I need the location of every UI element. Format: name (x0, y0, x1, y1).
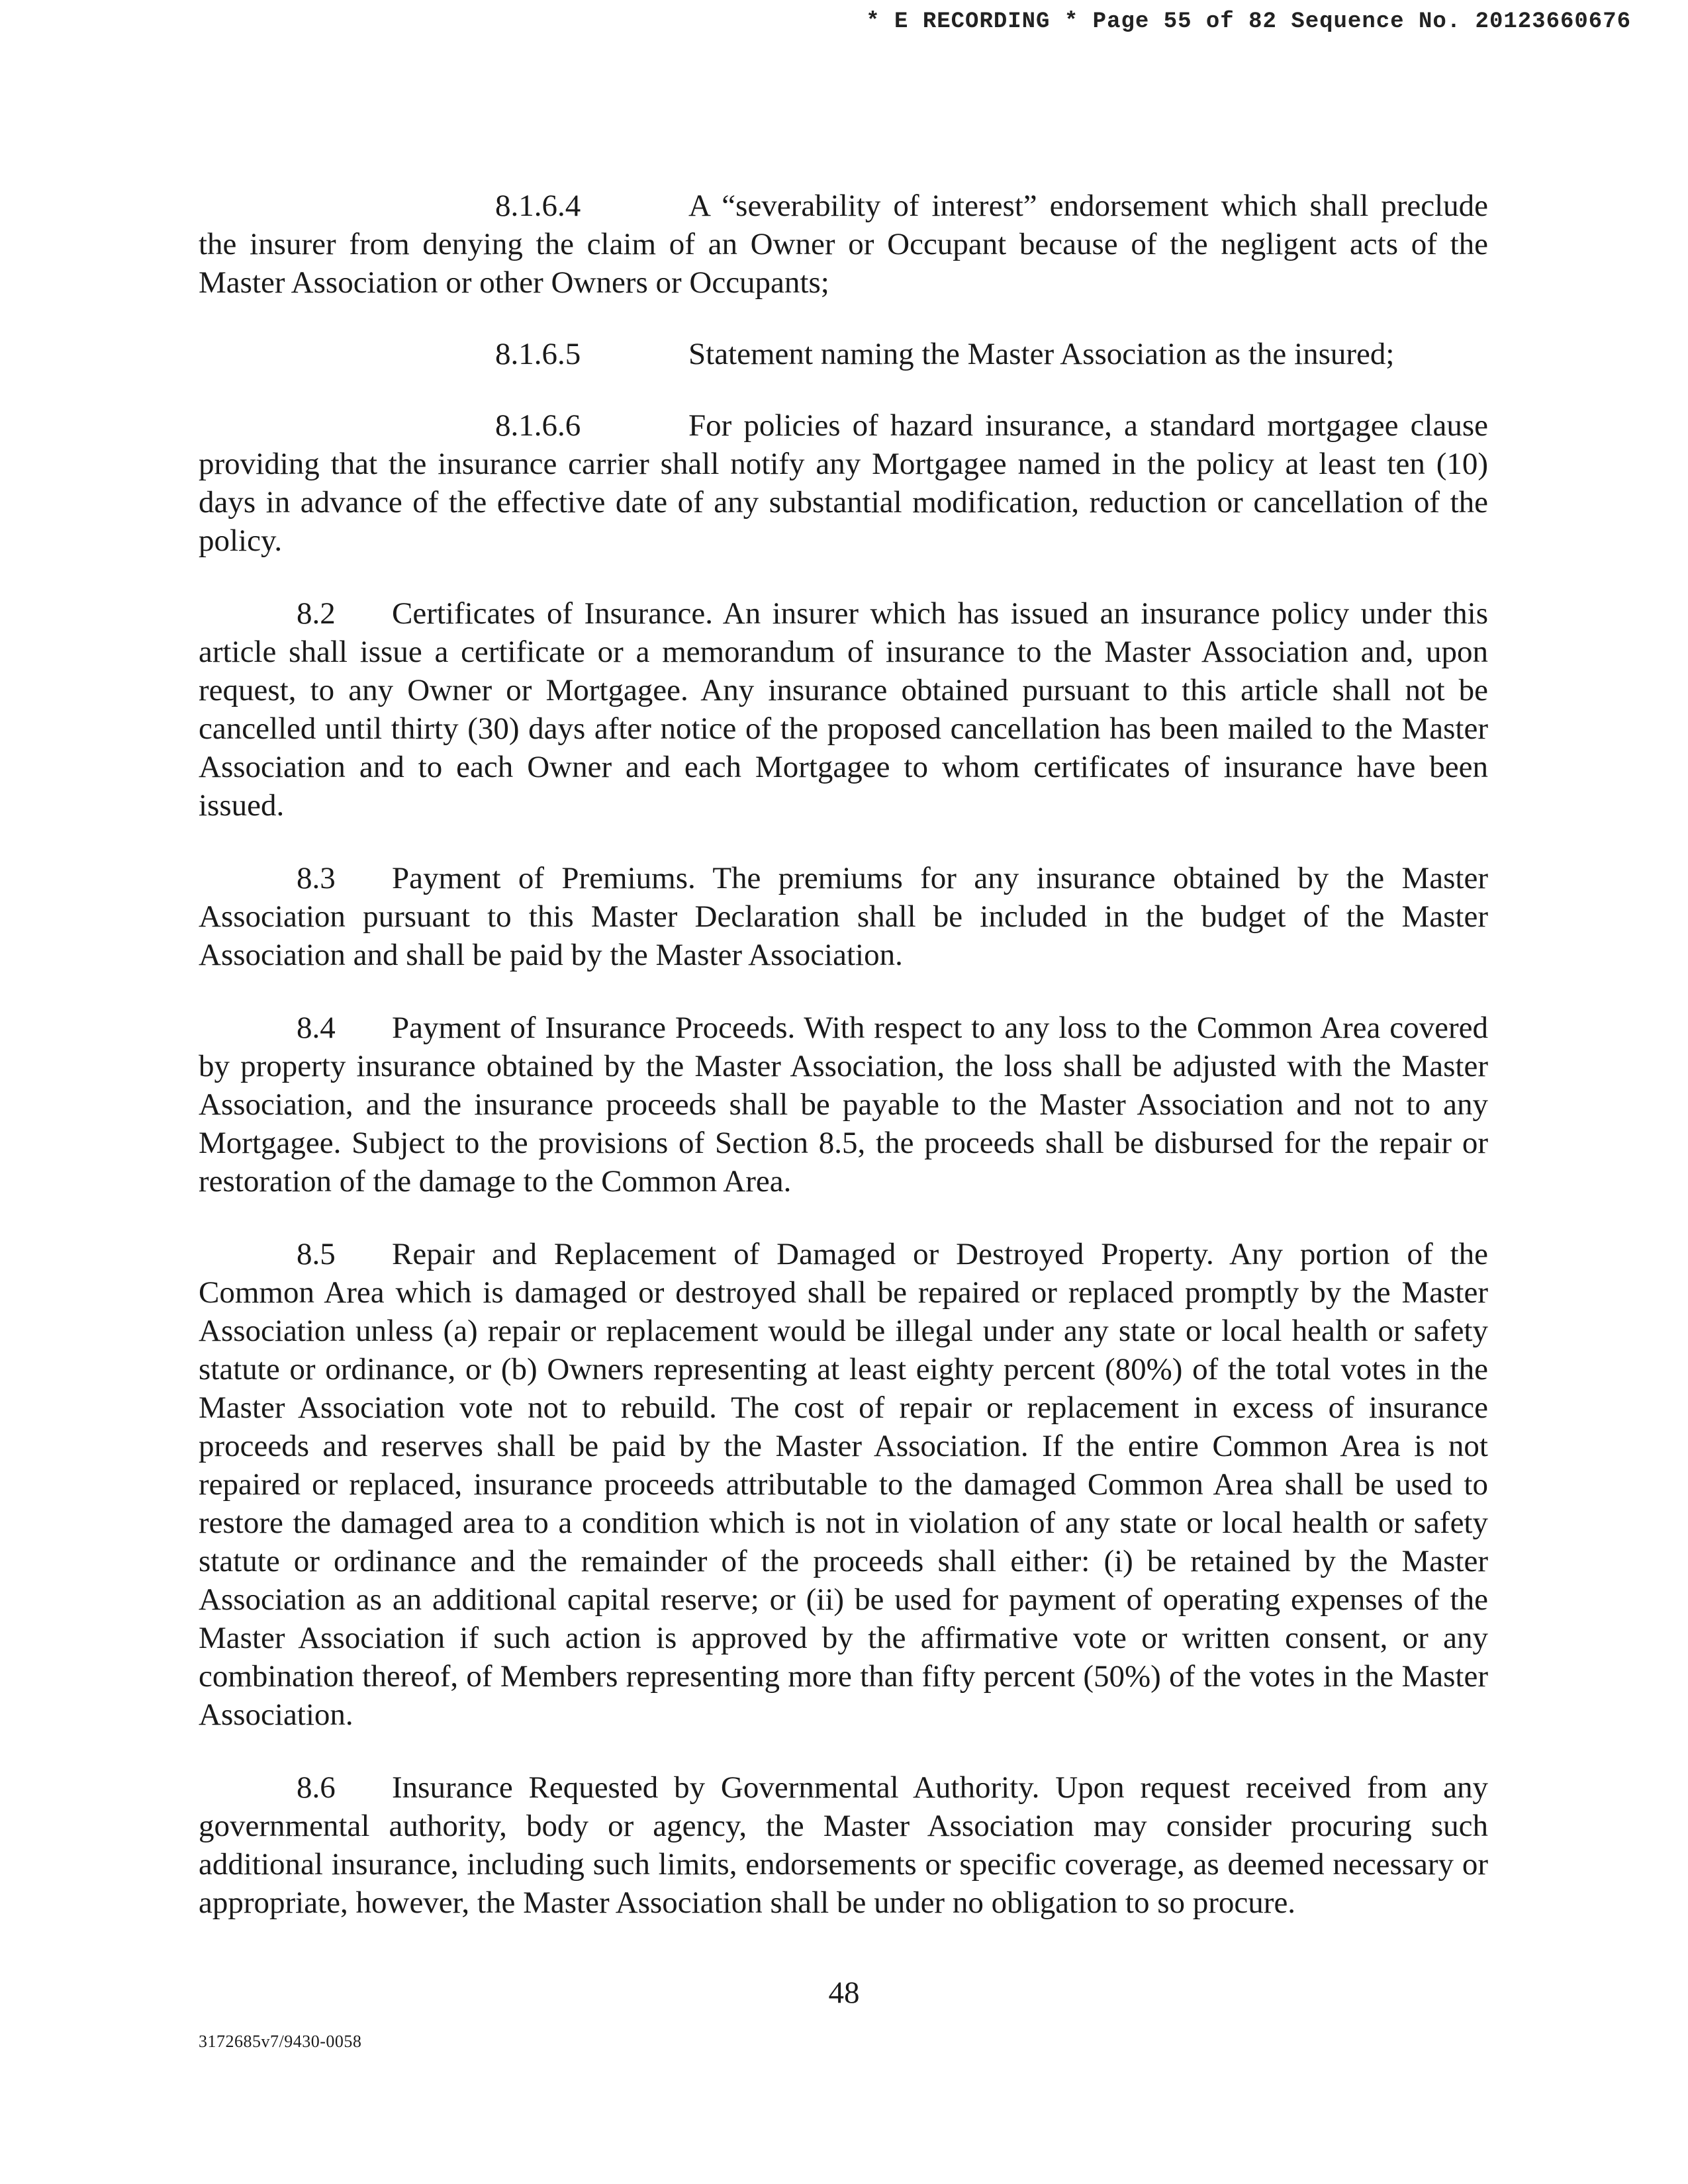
section-number: 8.5 (297, 1237, 336, 1271)
paragraph-text: A “severability of interest” endorsement which shall preclude the insurer from denying the claim of an Owner or Occupant because of the negligent acts of the Master Association or other Owners or Occupants; (199, 189, 1488, 300)
paragraph-text: Statement naming the Master Association as the insured; (688, 337, 1395, 371)
section-8-4 (199, 1009, 1488, 1201)
document-id: 3172685v7/9430-0058 (199, 2032, 362, 2051)
paragraph-number: 8.1.6.5 (495, 337, 581, 371)
recording-stamp: * E RECORDING * Page 55 of 82 Sequence No. 20123660676 (866, 9, 1631, 34)
section-text: Insurance Requested by Governmental Authority. Upon request received from any governmental authority, body or agency, the Master Association may consider procuring such additional insurance, including such limits, endorsements or specific coverage, as deemed necessary or appropriate, however, the Master Association shall be under no obligation to so procure. (199, 1770, 1488, 1920)
section-8-6 (199, 1768, 1488, 1922)
page-number: 48 (828, 1976, 860, 2010)
section-number: 8.4 (297, 1011, 336, 1045)
section-text: Certificates of Insurance. An insurer which has issued an insurance policy under this article shall issue a certificate or a memorandum of insurance to the Master Association and, upon request, to any Owner or Mortgagee. Any insurance obtained pursuant to this article shall not be cancelled until thirty (30) days after notice of the proposed cancellation has been mailed to the Master Association and to each Owner and each Mortgagee to whom certificates of insurance have been issued. (199, 596, 1488, 823)
paragraph-number: 8.1.6.4 (495, 189, 581, 223)
paragraph-8-1-6-4 (199, 187, 1488, 302)
section-text: Payment of Insurance Proceeds. With respect to any loss to the Common Area covered by property insurance obtained by the Master Association, the loss shall be adjusted with the Master Association, and the insurance proceeds shall be payable to the Master Association and not to any Mortgagee. Subject to the provisions of Section 8.5, the proceeds shall be disbursed for the repair or restoration of the damage to the Common Area. (199, 1011, 1488, 1199)
section-number: 8.2 (297, 596, 336, 631)
section-text: Repair and Replacement of Damaged or Destroyed Property. Any portion of the Common Area which is damaged or destroyed shall be repaired or replaced promptly by the Master Association unless (a) repair or replacement would be illegal under any state or local health or safety statute or ordinance, or (b) Owners representing at least eighty percent (80%) of the total votes in the Master Association vote not to rebuild. The cost of repair or replacement in excess of insurance proceeds and reserves shall be paid by the Master Association. If the entire Common Area is not repaired or replaced, insurance proceeds attributable to the damaged Common Area shall be used to restore the damaged area to a condition which is not in violation of any state or local health or safety statute or ordinance and the remainder of the proceeds shall either: (i) be retained by the Master Association as an additional capital reserve; or (ii) be used for payment of operating expenses of the Master Association if such action is approved by the affirmative vote or written consent, or any combination thereof, of Members representing more than fifty percent (50%) of the votes in the Master Association. (199, 1237, 1488, 1732)
section-8-5 (199, 1235, 1488, 1734)
paragraph-8-1-6-6 (199, 406, 1488, 560)
paragraph-8-1-6-5 (199, 335, 1488, 373)
paragraph-text: For policies of hazard insurance, a standard mortgagee clause providing that the insurance carrier shall notify any Mortgagee named in the policy at least ten (10) days in advance of the effective date of any substantial modification, reduction or cancellation of the policy. (199, 408, 1488, 558)
section-number: 8.3 (297, 861, 336, 895)
section-8-2 (199, 594, 1488, 825)
section-text: Payment of Premiums. The premiums for any insurance obtained by the Master Association pursuant to this Master Declaration shall be included in the budget of the Master Association and shall be paid by the Master Association. (199, 861, 1488, 972)
section-8-3 (199, 859, 1488, 974)
paragraph-number: 8.1.6.6 (495, 408, 581, 443)
document-body (199, 187, 1488, 1922)
section-number: 8.6 (297, 1770, 336, 1805)
